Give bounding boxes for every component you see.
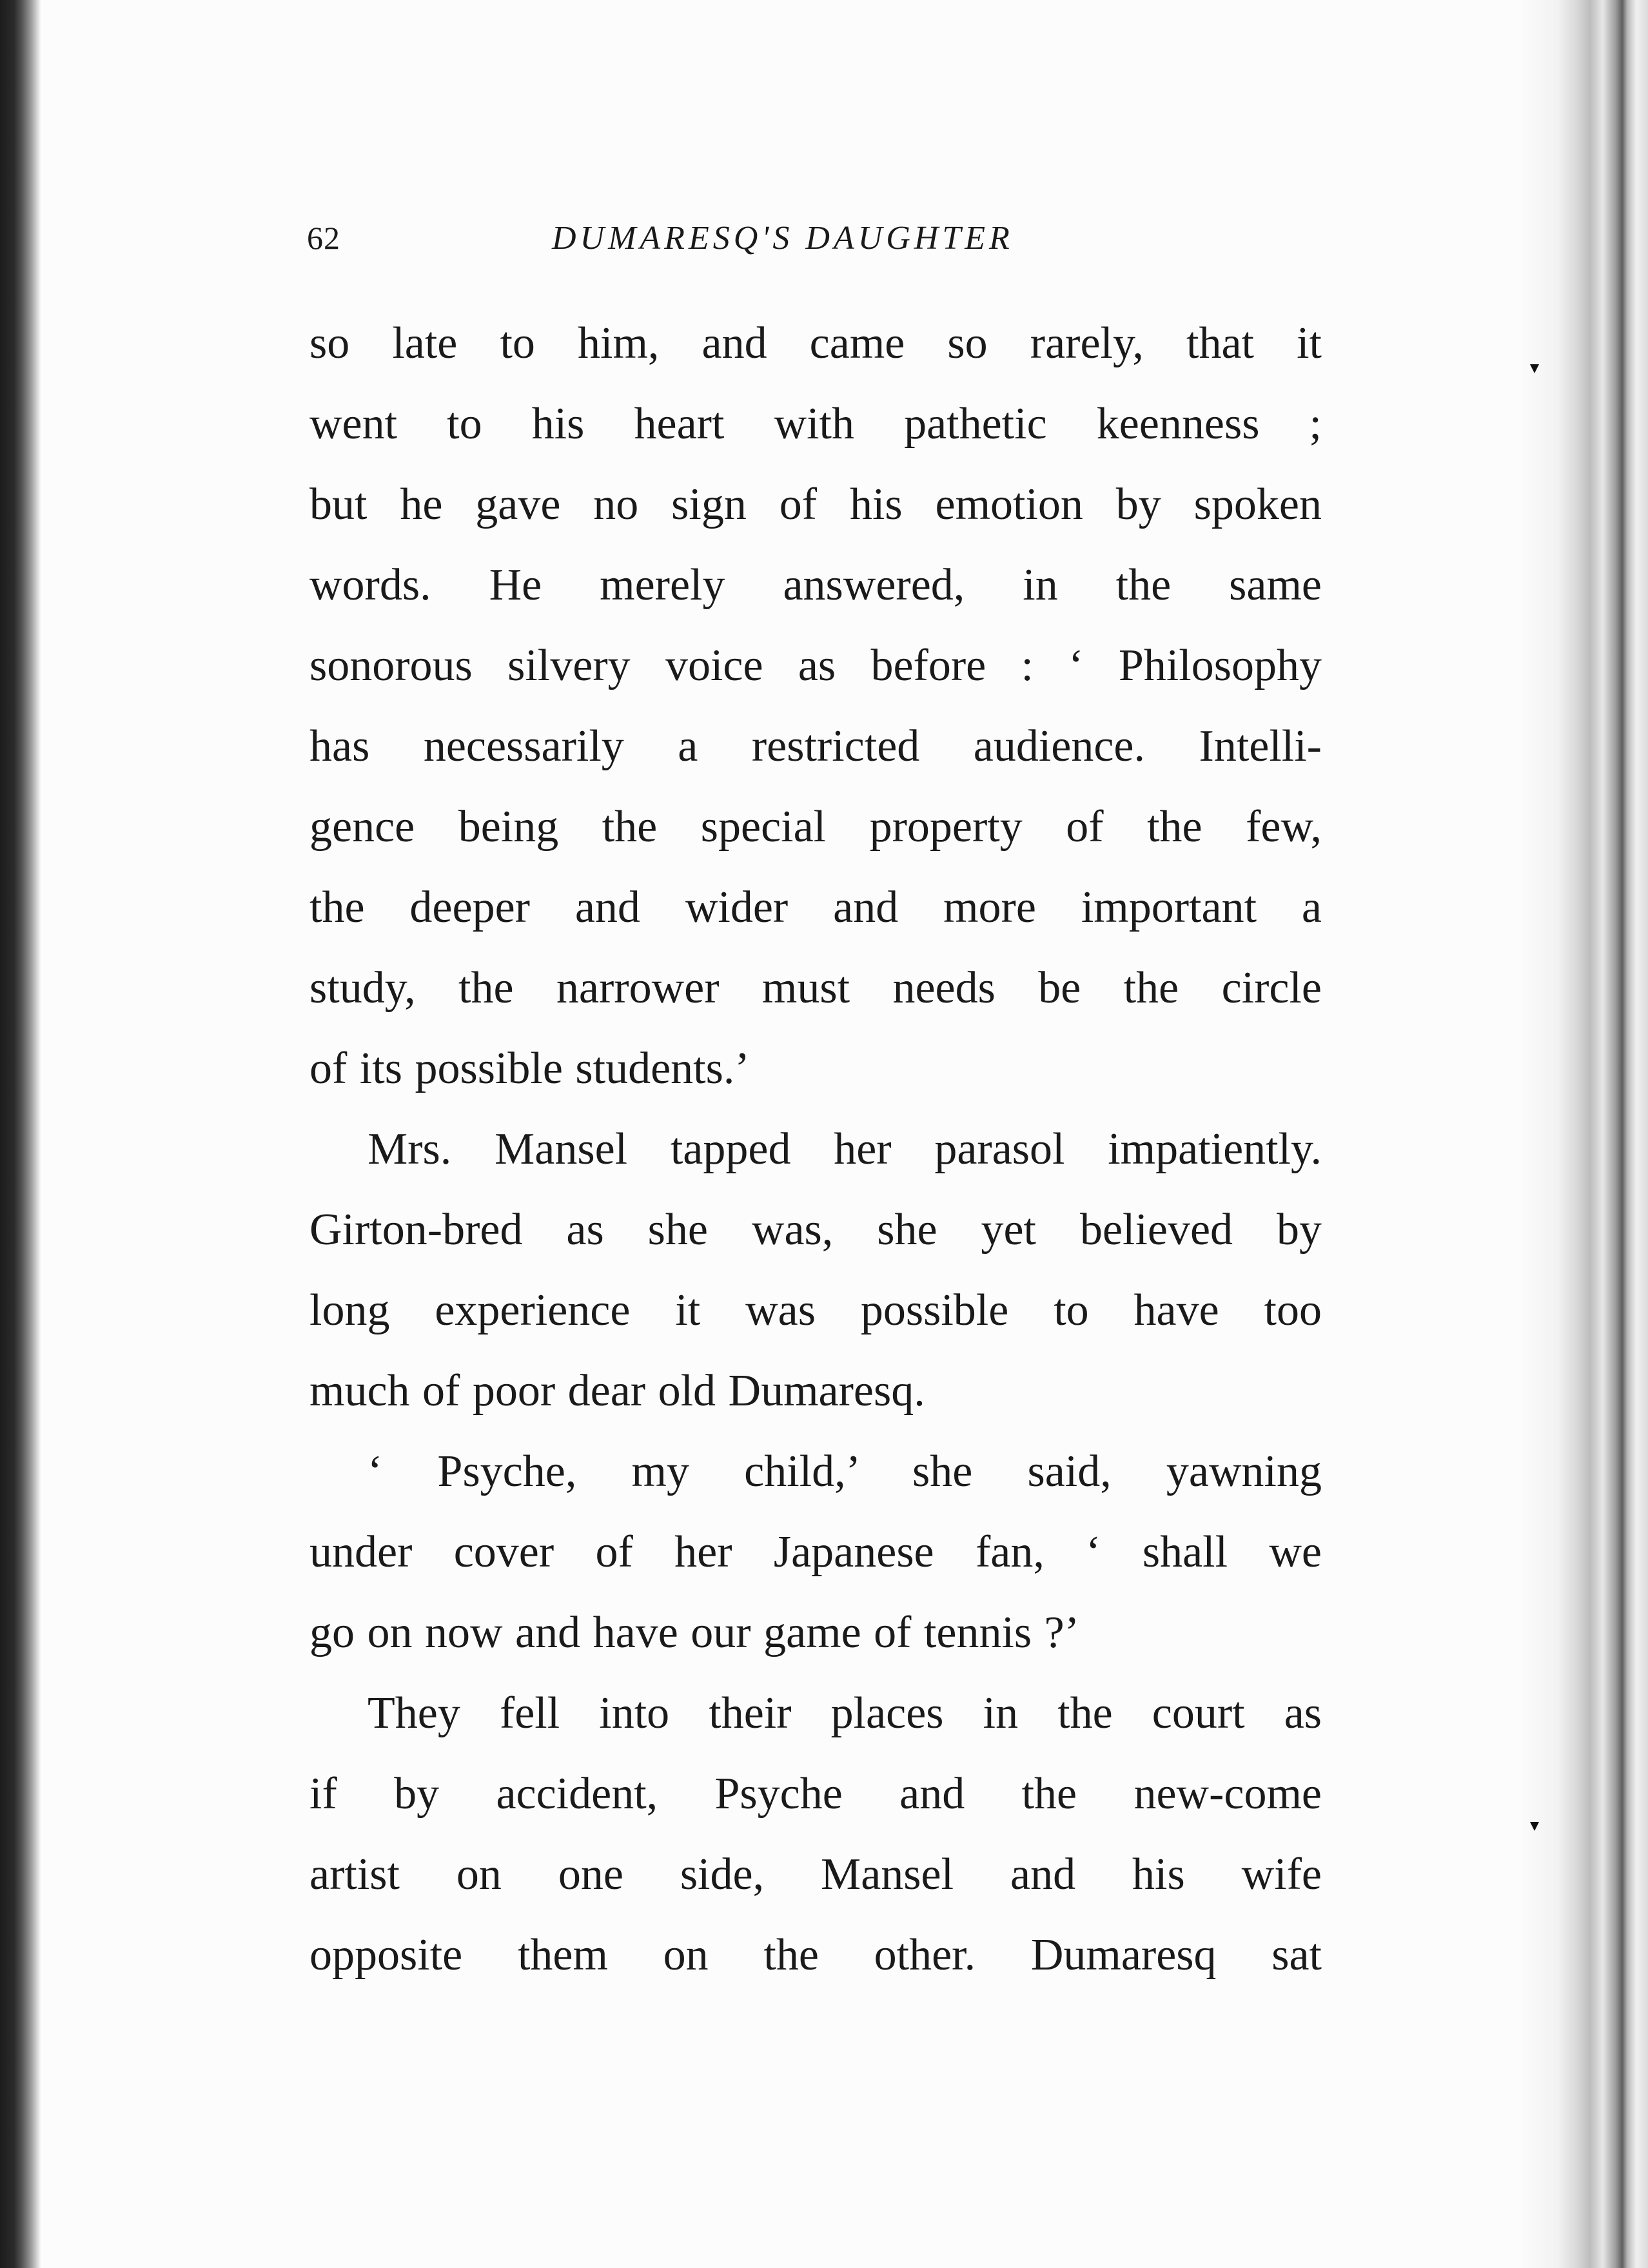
text-line: went to his heart with pathetic keenness ; (309, 399, 1322, 449)
text-line: so late to him, and came so rarely, that it (309, 318, 1322, 368)
text-line: of its possible students.’ (309, 1044, 750, 1093)
edge-mark (1530, 1822, 1539, 1831)
text-line: They fell into their places in the court as (368, 1688, 1322, 1738)
text-line: go on now and have our game of tennis ?’ (309, 1608, 1080, 1657)
text-line: study, the narrower must needs be the circle (309, 963, 1322, 1013)
text-line: under cover of her Japanese fan, ‘ shall we (309, 1527, 1322, 1577)
page-edge-right (1519, 0, 1648, 2268)
text-line: if by accident, Psyche and the new-come (309, 1769, 1322, 1819)
text-line: the deeper and wider and more important a (309, 883, 1322, 932)
text-line: long experience it was possible to have too (309, 1286, 1322, 1335)
running-header (307, 219, 1326, 277)
text-line: Girton-bred as she was, she yet believed by (309, 1205, 1322, 1255)
running-title: DUMARESQ'S DAUGHTER (552, 220, 1014, 257)
text-line: sonorous silvery voice as before : ‘ Philosophy (309, 641, 1322, 690)
page-binding-left (0, 0, 41, 2268)
text-line: much of poor dear old Dumaresq. (309, 1366, 925, 1416)
text-line: gence being the special property of the few, (309, 802, 1322, 852)
text-line: but he gave no sign of his emotion by spoken (309, 480, 1322, 529)
text-line: has necessarily a restricted audience. Intelli- (309, 721, 1322, 771)
text-line: words. He merely answered, in the same (309, 560, 1322, 610)
text-line: ‘ Psyche, my child,’ she said, yawning (368, 1447, 1322, 1496)
edge-mark (1530, 364, 1539, 373)
page-number: 62 (307, 220, 340, 256)
body-text (309, 303, 1322, 1995)
text-line: opposite them on the other. Dumaresq sat (309, 1930, 1322, 1980)
text-line: artist on one side, Mansel and his wife (309, 1850, 1322, 1899)
text-line: Mrs. Mansel tapped her parasol impatiently. (368, 1124, 1322, 1174)
